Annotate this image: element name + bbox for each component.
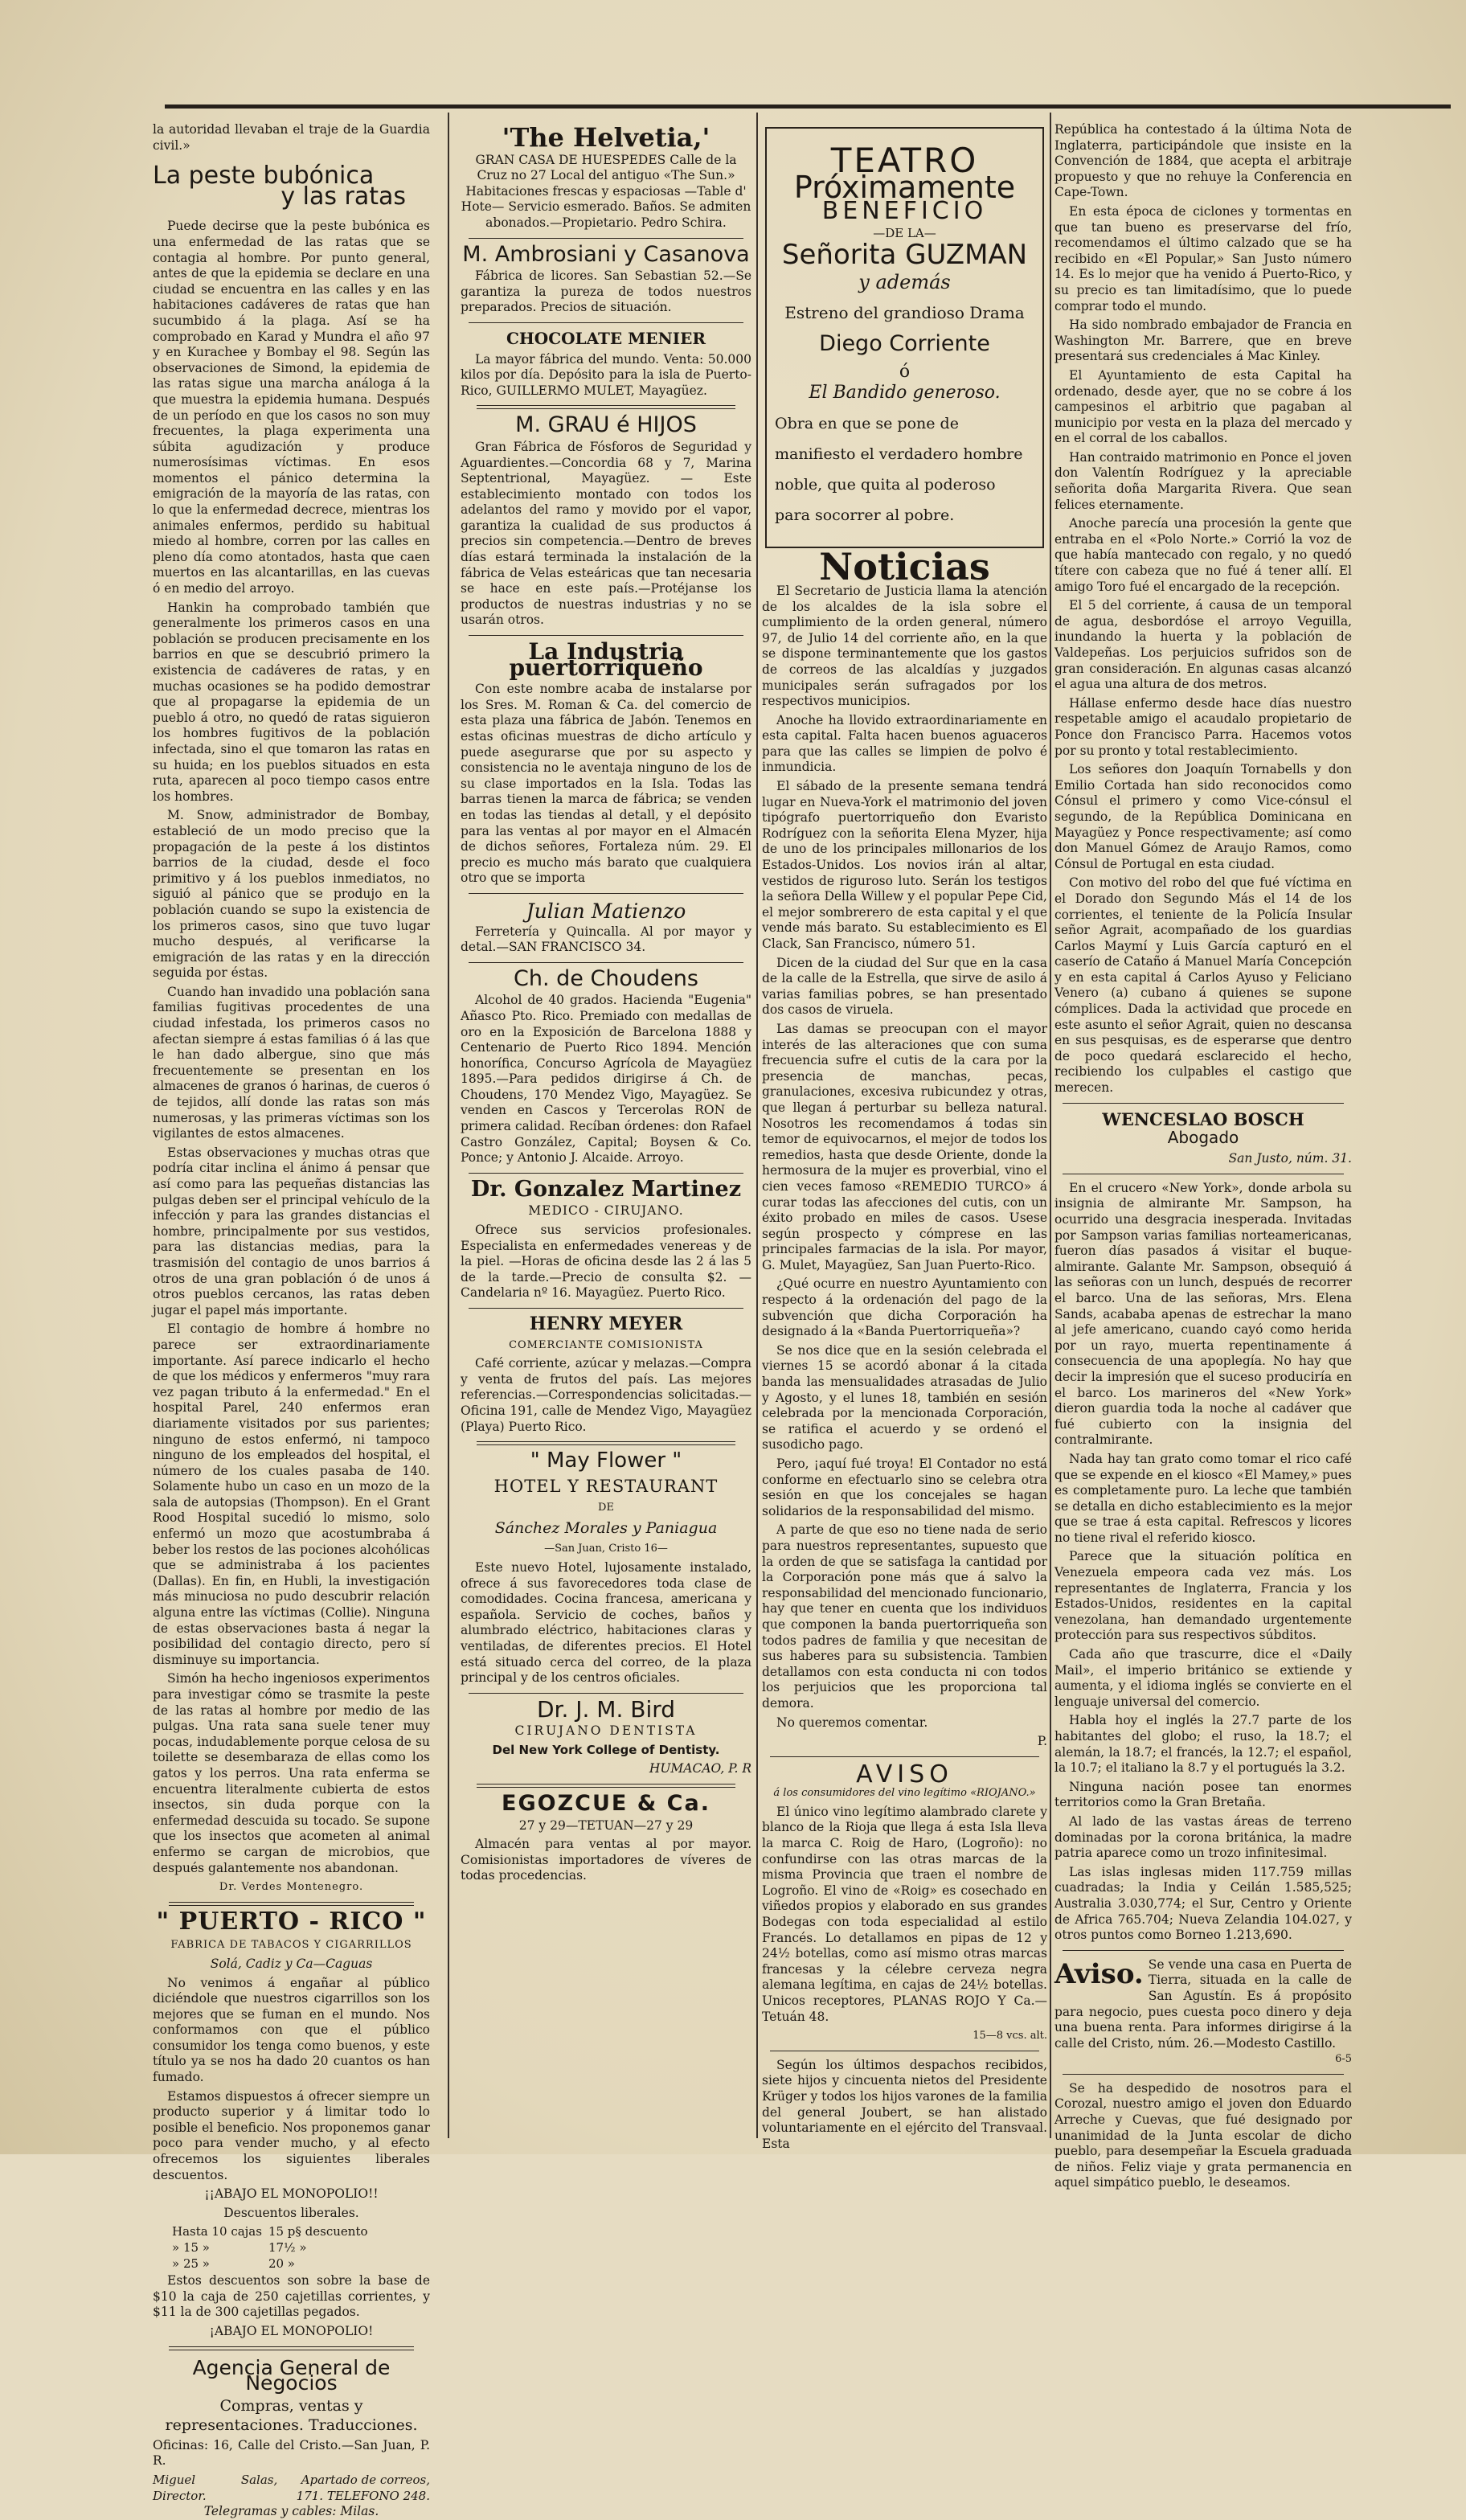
theater-soon: Próximamente [793, 169, 1016, 205]
ad-address: Oficinas: 16, Calle del Cristo.—San Juan, P. R. [153, 2437, 430, 2469]
column-1 [153, 122, 430, 2519]
news-signature: P. [1037, 1734, 1047, 1749]
separator [477, 405, 735, 409]
ad-subtitle: COMERCIANTE COMISIONISTA [509, 1338, 703, 1351]
top-rule [165, 104, 1451, 109]
article-paragraph: Hankin ha comprobado también que generalmente los primeros casos en una población se producen precisamente en los barrios en que se descubrió primero la existencia de cadáveres de ratas, y en muchas ocasiones se ha podido demostrar que al propagarse la epidemia de un pueblo á otro, no quedó de ratas siguieron los hombres fugitivos de la población infectada, sino el que tomaron las ratas en su huida; en los pueblos situados en esta ruta, aparecen al poco tiempo casos entre los hombres. [153, 600, 430, 804]
ad-label: Descuentos liberales. [223, 2205, 359, 2220]
theater-ad [765, 127, 1044, 548]
theater-dela: —DE LA— [873, 225, 936, 240]
ad-body: Ofrece sus servicios profesionales. Especialista en enfermedades venereas y de la piel. —Horas de oficina desde las 2 á las 5 de la tarde.—Precio de consulta $2. — Candelaria nº 16. Mayagüez. Puerto Rico. [461, 1223, 751, 1301]
discount-pct: 20 » [268, 2256, 295, 2271]
ad-subtitle: Compras, ventas y representaciones. Traducciones. [165, 2396, 418, 2434]
news-item: El sábado de la presente semana tendrá lugar en Nueva-York el matrimonio del joven tipógrafo puertorriqueño don Evaristo Rodríguez con la señorita Elena Myzer, hija de uno de los principales millonarios de los Estados-Unidos. Los novios irán al altar, vestidos de riguroso luto. Serán los testigos la señora Della Willew y el popular Pepe Cid, el mejor sombrerero de esta capital y el que vende más barato. Su establecimiento es El Clack, San Francisco, número 51. [762, 779, 1047, 951]
ad-body: Café corriente, azúcar y melazas.—Compra y venta de frutos del país. Las mejores referencias.—Correspondencias solicitadas.—Oficina 191, calle de Mendez Vigo, Mayagüez (Playa) Puerto Rico. [461, 1356, 751, 1434]
news-item: Han contraido matrimonio en Ponce el joven don Valentín Rodríguez y la apreciable señorita doña Margarita Rivera. Que sean felices eternamente. [1054, 449, 1352, 512]
article-title: La peste bubónica [153, 162, 375, 191]
separator [477, 1441, 735, 1445]
ad-address: HUMACAO, P. R [649, 1761, 751, 1776]
news-item: Hállase enfermo desde hace días nuestro respetable amigo el acaudalo propietario de Ponce don Francisco Parra. Hacemos votos por su pronto y total restablecimiento. [1054, 695, 1352, 758]
notice-title: Aviso. [1054, 1957, 1144, 1990]
separator [770, 1756, 1039, 1757]
ad-subtitle: MEDICO - CIRUJANO. [528, 1203, 684, 1219]
notice-body: Se vende una casa en Puerta de Tierra, situada en la calle de San Agustín. Es á propósito para negocio, pues cuesta poco dinero y deja una buena renta. Para informes dirigirse á la calle del Cristo, núm. 26.—Modesto Castillo. [1054, 1957, 1352, 2051]
article-signature: Dr. Verdes Montenegro. [219, 1881, 364, 1894]
ad-title: " May Flower " [530, 1448, 682, 1473]
news-item: No queremos comentar. [776, 1715, 928, 1730]
article-paragraph: Simón ha hecho ingeniosos experimentos para investigar cómo se trasmite la peste de las ratas al hombre por medio de las pulgas. Una rata sana suele tener muy pocas, indudablemente porque celosa de su toilette se desembaraza de ellas como los gatos y los perros. Una rata enferma se encuentra literalmente cubierta de estos insectos, sin duda porque con la enfermedad descuida su tocado. Se supone que los insectos que acometen al animal enfermo se cargan de microbios, que después galantemente nos abandonan. [153, 1671, 430, 1875]
ad-address: 27 y 29—TETUAN—27 y 29 [518, 1817, 694, 1833]
news-item: El Secretario de Justicia llama la atención de los alcaldes de la isla sobre el cumplimiento de la orden general, número 97, de Julio 14 del corriente año, en la que se dispone terminantemente que los gastos de correos de las alcaldías y juzgados municipales serán sufragados por los respectivos municipios. [762, 583, 1047, 709]
ad-title: " PUERTO - RICO " [156, 1907, 427, 1936]
separator [169, 1902, 414, 1906]
ad-title: Ch. de Choudens [514, 965, 698, 991]
separator [469, 322, 743, 323]
ad-title: M. GRAU é HIJOS [515, 412, 697, 438]
news-item: Se nos dice que en la sesión celebrada el viernes 15 se acordó abonar á la citada banda las mensualidades atrasadas de Julio y Agosto, y el lunes 18, también en sesión celebrada por la mencionada Corporación, se ratifica el acuerdo y se ordenó el susodicho pago. [762, 1342, 1047, 1453]
theater-benefit: BENEFICIO [821, 197, 988, 226]
discount-row [169, 2240, 371, 2256]
ad-body: Fábrica de licores. San Sebastian 52.—Se garantiza la pureza de todos nuestros preparados. Precios de situación. [461, 268, 751, 315]
ad-title: M. Ambrosiani y Casanova [462, 241, 750, 267]
column-divider [1050, 113, 1051, 2138]
ad-body: GRAN CASA DE HUESPEDES Calle de la Cruz no 27 Local del antiguo «The Sun.» Habitaciones frescas y espaciosas —Table d' Hote— Servicio esmerado. Baños. Se admiten abonados.—Propietario. Pedro Schira. [461, 152, 751, 230]
ad-title: EGOZCUE & Ca. [502, 1791, 710, 1817]
separator [469, 635, 743, 636]
ad-director: Miguel Salas, Director. [153, 2472, 278, 2503]
news-item: Anoche parecía una procesión la gente que entraba en el «Polo Norte.» Corrió la voz de que había mantecado con regalo, y no quedó títere con cabeza que no fué á tener allí. El amigo Toro fué el encargado de la recepción. [1054, 516, 1352, 594]
discount-table [169, 2224, 371, 2272]
column-divider [448, 113, 449, 2138]
discount-pct: 17½ » [268, 2240, 307, 2255]
ad-title: Dr. J. M. Bird [536, 1695, 676, 1723]
news-item: ¿Qué ocurre en nuestro Ayuntamiento con respecto á la ordenación del pago de la subvención que dicha Corporación ha designado á la «Banda Puertorriqueña»? [762, 1276, 1047, 1339]
discount-qty: » 15 » [172, 2240, 210, 2255]
separator [469, 1693, 743, 1694]
separator [1063, 2074, 1344, 2075]
theater-o: ó [899, 362, 911, 383]
news-item: El Ayuntamiento de esta Capital ha ordenado, desde ayer, que no se cobre á los campesinos el arbitrio que pagaban al municipio por vesta en la plaza del mercado y en el corral de los caballos. [1054, 367, 1352, 446]
theater-actress: Señorita GUZMAN [781, 239, 1028, 272]
ad-subtitle: HOTEL Y RESTAURANT [493, 1476, 719, 1496]
ad-subtitle: DE [598, 1501, 614, 1514]
theater-description: Obra en que se pone de manifiesto el verdadero hombre noble, que quita al poderoso para socorrer al pobre. [775, 415, 1023, 525]
news-item: Se ha despedido de nosotros para el Corozal, nuestro amigo el joven don Eduardo Arreche y Cuevas, que fué designado por unanimidad de la Junta escolar de dicho pueblo, para desempeñar la Escuela graduada de niños. Feliz viaje y grata permanencia en aquel simpático pueblo, le deseamos. [1054, 2080, 1352, 2190]
ad-phone: Apartado de correos, 171. TELEFONO 248. [296, 2472, 430, 2503]
theater-subtitle: El Bandido generoso. [809, 382, 1001, 403]
ad-address: —San Juan, Cristo 16— [544, 1543, 668, 1555]
ad-owners: Sánchez Morales y Paniagua [494, 1519, 718, 1538]
separator [469, 962, 743, 963]
separator [169, 2346, 414, 2350]
ad-title: HENRY MEYER [529, 1313, 683, 1334]
section-title: Noticias [819, 545, 990, 589]
article-paragraph: Cuando han invadido una población sana familias fugitivas procedentes de una ciudad infestada, los primeros casos no afectan siempre á estas familias ó á las que le han dado albergue, sino que más frecuentemente se presentan en los almacenes de granos ó harinas, de cueros ó de tejidos, allí donde las ratas son más numerosas, y las primeras víctimas son los vigilantes de estos almacenes. [153, 984, 430, 1141]
ad-title: CHOCOLATE MENIER [506, 328, 706, 348]
column-divider [756, 113, 758, 2138]
separator [469, 1173, 743, 1174]
news-item: Los señores don Joaquín Tornabells y don Emilio Cortada han sido reconocidos como Cónsul el primero y como Vice-cónsul el segundo, de la República Dominicana en Mayagüez y Ponce respectivamente; así como don Manuel Gómez de Araujo Ramos, como Cónsul de Portugal en esta ciudad. [1054, 762, 1352, 871]
ad-subtitle: Abogado [1167, 1128, 1239, 1148]
news-item: El 5 del corriente, á causa de un temporal de agua, desbordóse el arroyo Veguilla, inundando la huerta y la población de Valdepeñas. Los perjuicios sufridos son de gran consideración. En algunas casas alcanzó el agua una altura de dos metros. [1054, 598, 1352, 692]
ad-slogan: ¡¡ABAJO EL MONOPOLIO!! [204, 2186, 379, 2202]
column-3 [762, 122, 1047, 2151]
notice-title: AVISO [856, 1760, 953, 1789]
ad-body: Con este nombre acaba de instalarse por los Sres. M. Roman & Ca. del comercio de esta plaza una fábrica de Jabón. Tenemos en estas oficinas muestras de dicho artículo y puede asegurarse que por su aspecto y consistencia no le aventaja ninguno de los de su clase importados en la Isla. Todas las barras tienen la marca de fábrica; se venden en todas las tiendas al detall, y el depósito para las ventas al por mayor en el Almacén de dichos señores, Fortaleza núm. 29. El precio es mucho más barato que cualquiera otro que se importa [461, 682, 751, 886]
news-item: Ninguna nación posee tan enormes territorios como la Gran Bretaña. [1054, 1779, 1352, 1810]
separator [1063, 1103, 1344, 1104]
news-item: República ha contestado á la última Nota de Inglaterra, participándole que insiste en la Convención de 1884, que acepta el arbitraje propuesto y que no rehuye la Conferencia en Cape-Town. [1054, 122, 1352, 200]
notice-body: El único vino legítimo alambrado clarete y blanco de la Rioja que llega á esta Isla lleva la marca C. Roig de Haro, (Logroño): no confundirse con las otras marcas de la misma Provincia que traen el nombre de Logroño. El vino de «Roig» es cosechado en viñedos propios y elaborado en sus grandes Bodegas con toda especialidad al estilo Francés. Lo detallamos en pipas de 12 y 24½ botellas, como así mismo otras marcas francesas y la célebre cerveza negra alemana legítima, en cajas de 24½ botellas. Unicos receptores, PLANAS ROJO Y Ca.—Tetuán 48. [762, 1804, 1047, 2024]
discount-row [169, 2224, 371, 2240]
lead-text: la autoridad llevaban el traje de la Guardia civil.» [153, 122, 430, 153]
discount-pct: 15 p§ descuento [268, 2224, 368, 2239]
notice-code: 6-5 [1335, 2053, 1352, 2066]
news-item: Según los últimos despachos recibidos, siete hijos y cincuenta nietos del Presidente Krüger y todos los hijos varones de la familia del general Joubert, se han alistado voluntariamente en el ejército del Transvaal. Esta [762, 2057, 1047, 2151]
ad-subtitle: FABRICA DE TABACOS Y CIGARRILLOS [170, 1939, 412, 1952]
theater-title: TEATRO [830, 141, 979, 180]
ad-body: Alcohol de 40 grados. Hacienda "Eugenia" Añasco Pto. Rico. Premiado con medallas de oro en la Exposición de Barcelona 1888 y Centenario de Puerto Rico 1894. Mención honorífica, Concurso Agrícola de Mayagüez 1895.—Para pedidos dirigirse á Ch. de Choudens, 170 Mendez Vigo, Mayagüez. Se venden en Cascos y Tercerolas RON de primera calidad. Recíban órdenes: don Rafael Castro González, Capital; Boysen & Co. Ponce; y Antonio J. Alcaide. Arroyo. [461, 993, 751, 1166]
ad-body: Ferretería y Quincalla. Al por mayor y detal.—SAN FRANCISCO 34. [461, 924, 751, 955]
ad-title: Julian Matienzo [526, 899, 686, 923]
ad-title: Agencia General de Negocios [192, 2355, 391, 2395]
news-item: Al lado de las vastas áreas de terreno dominadas por la corona británica, la madre patria aparece como un trozo infinitesimal. [1054, 1813, 1352, 1861]
column-4 [1054, 122, 1352, 2190]
news-item: Pero, ¡aquí fué troya! El Contador no está conforme en efectuarlo sino se celebra otra sesión en que los concejales se hagan solidarios de la responsabilidad del mismo. [762, 1457, 1047, 1518]
separator [477, 1784, 735, 1788]
news-item: Las islas inglesas miden 117.759 millas cuadradas; la India y Ceilán 1.585,525; Australia 3.030,774; el Sur, Centro y Oriente de Africa 765.704; Nueva Zelandia 104.027, y otros puntos como Borneo 1.213,690. [1054, 1864, 1352, 1943]
news-item: Las damas se preocupan con el mayor interés de las alteraciones que con suma frecuencia sufre el cutis de la cara por la presencia de manchas, pecas, granulaciones, excesiva rubicundez y otras, que llegan á perturbar su belleza natural. Nosotros les recomendamos á todas sin temor de equivocarnos, el mejor de todos los remedios, hasta que desde Oriente, donde la hermosura de la mujer es proverbial, vino el cien veces famoso «REMEDIO TURCO» á curar todas las afecciones del cutis, con un éxito probado en miles de casos. Usese según prospecto y cómprese en las principales farmacias de la isla. Por mayor, G. Mulet, Mayagüez, San Juan Puerto-Rico. [762, 1021, 1047, 1272]
discount-qty: » 25 » [172, 2256, 210, 2271]
discount-qty: Hasta 10 cajas [172, 2224, 262, 2239]
news-item: Ha sido nombrado embajador de Francia en Washington Mr. Barrere, que en breve presentará sus credenciales á Mac Kinley. [1054, 318, 1352, 364]
article-paragraph: Estas observaciones y muchas otras que podría citar inclina el ánimo á pensar que así como para las pequeñas distancias las pulgas deben ser el principal vehículo de la infección y para las grandes distancias el hombre, principalmente por sus vestidos, para las distancias medias, para la trasmisión del contagio de unos barrios á otros de una gran población ó de unos á otros pueblos cercanos, las ratas deben jugar el papel más importante. [153, 1145, 430, 1317]
ad-title: Dr. Gonzalez Martinez [470, 1176, 742, 1202]
separator [469, 238, 743, 239]
theater-ademas: y además [858, 270, 951, 293]
separator [469, 1308, 743, 1309]
ad-title: 'The Helvetia,' [502, 122, 710, 153]
ad-subtitle: Del New York College of Dentisty. [492, 1742, 720, 1757]
news-item: Nada hay tan grato como tomar el rico café que se expende en el kiosco «El Mamey,» pues es completamente puro. La leche que también se detalla en dicho establecimiento es la mejor que se trae á esta capital. Refrescos y licores no tiene rival el referido kiosco. [1054, 1451, 1352, 1545]
news-item: Parece que la situación política en Venezuela empeora cada vez más. Los representantes de Inglaterra, Francia y los Estados-Unidos, residentes en la capital venezolana, han demandado urgentemente protección para sus respectivos súbditos. [1054, 1549, 1352, 1643]
ad-body: La mayor fábrica del mundo. Venta: 50.000 kilos por día. Depósito para la isla de Puerto-Rico, GUILLERMO MULET, Mayagüez. [461, 351, 751, 398]
news-item: Dicen de la ciudad del Sur que en la casa de la calle de la Estrella, que sirve de asilo á varias familias pobres, se han presentado dos casos de viruela. [762, 955, 1047, 1018]
theater-premiere: Estreno del grandioso Drama [784, 302, 1025, 322]
ad-body: Gran Fábrica de Fósforos de Seguridad y Aguardientes.—Concordia 68 y 7, Marina Septentrional, Mayagüez. — Este establecimiento montado con todos los adelantos del ramo y movido por el vapor, garantiza la cualidad de sus productos á precios sin competencia.—Dentro de breves días estará terminada la instalación de la fábrica de Velas esteáricas que tan necesaria se hace en este país.—Protéjanse los productos de nuestras industrias y no se usarán otros. [461, 439, 751, 628]
ad-body: Este nuevo Hotel, lujosamente instalado, ofrece á sus favorecedores toda clase de comodidades. Cocina francesa, americana y española. Servicio de coches, baños y alumbrado eléctrico, habitaciones claras y ventiladas, de diferentes precios. El Hotel está situado cerca del correo, de la plaza principal y de los centros oficiales. [461, 1559, 751, 1686]
notice-code: 15—8 vcs. alt. [973, 2030, 1047, 2043]
ad-body: Almacén para ventas al por mayor. Comisionistas importadores de víveres de todas procedencias. [461, 1837, 751, 1883]
notice-subtitle: á los consumidores del vino legítimo «RIOJANO.» [773, 1787, 1036, 1800]
separator [1063, 1950, 1344, 1951]
news-item: Habla hoy el inglés la 27.7 parte de los habitantes del globo; el ruso, la 18.7; el alemán, la 18.7; el francés, la 12.7; el español, la 10.7; el italiano la 8.7 y el portugués la 3.2. [1054, 1713, 1352, 1776]
article-title: y las ratas [281, 182, 406, 211]
ad-subtitle: CIRUJANO DENTISTA [514, 1723, 698, 1739]
news-item: Anoche ha llovido extraordinariamente en esta capital. Falta hacen buenos aguaceros para que las calles se limpien de polvo é inmundicia. [762, 712, 1047, 775]
discount-row [169, 2256, 371, 2272]
ad-address: San Justo, núm. 31. [1228, 1151, 1352, 1166]
separator [469, 893, 743, 894]
ad-body: Estamos dispuestos á ofrecer siempre un producto superior y á limitar todo lo posible el beneficio. Nos proponemos ganar poco para vender mucho, y al efecto ofrecemos los siguientes liberales descuentos. [153, 2088, 430, 2182]
column-2 [461, 122, 751, 2136]
news-item: A parte de que eso no tiene nada de serio para nuestros representantes, supuesto que la orden de que se satisfaga la cantidad por la Corporación pone más que á salvo la responsabilidad del mencionado funcionario, hay que tener en cuenta que los individuos que componen la banda puertorriqueña son todos padres de familia y que necesitan de sus haberes para su subsistencia. Tambien detallamos con esta conducta ni con todos los perjuicios que les proporciona tal demora. [762, 1522, 1047, 1711]
ad-body: Estos descuentos son sobre la base de $10 la caja de 250 cajetillas corrientes, y $11 la de 300 cajetillas pegados. [153, 2273, 430, 2320]
news-item: En el crucero «New York», donde arbola su insignia de almirante Mr. Sampson, ha ocurrido una desgracia inesperada. Invitadas por Sampson varias familias norteamericanas, fueron días pasados á visitar el buque-almirante. Galante Mr. Sampson, obsequió á las señoras con un lunch, después de recorrer el barco. Una de las señoras, Mrs. Elena Sands, acababa apenas de estrechar la mano al jefe americano, cuando cayó como herida por un rayo, muerta repentinamente á consecuencia de una apoplegía. No hay que decir la impresión que el suceso produciría en el barco. Los marineros del «New York» dieron guardia toda la noche al cadáver que fué cubierto con la insignia del contralmirante. [1054, 1180, 1352, 1448]
ad-cables: Telegramas y cables: Milas. [203, 2504, 379, 2519]
article-paragraph: Puede decirse que la peste bubónica es una enfermedad de las ratas que se contagia al hombre. Por punto general, antes de que la epidemia se declare en una ciudad se encuentra en las calles y en las habitaciones cadáveres de ratas que han sucumbido á la plaga. Así se ha comprobado en Karad y Mundra el año 97 y en Kurachee y Bombay el 98. Según las observaciones de Simond, la epidemia de las ratas sigue una marcha análoga á la que muestra la epidemia humana. Después de un período en que los casos no son muy frecuentes, la plaga experimenta una súbita agudización y produce numerosísimas víctimas. En esos momentos el pánico determina la emigración de la mayoría de las ratas, con lo que la enfermedad decrece, mientras los animales enfermos, perdido su habitual miedo al hombre, corren por las calles en pleno día como atontados, hasta que caen muertos en las alcantarillas, en las cuevas ó en medio del arroyo. [153, 219, 430, 596]
theater-drama: Diego Corriente [819, 330, 990, 356]
ad-title: La Industria puertorriqueño [509, 638, 703, 681]
article-paragraph: M. Snow, administrador de Bombay, estableció de un modo preciso que la propagación de la peste á los distintos barrios de la ciudad, desde el foco primitivo y á los pueblos inmediatos, no siguió al pánico que se produjo en la población cuando se supo la existencia de los primeros casos, sino que tuvo lugar mucho después, al verificarse la emigración de las ratas y en la dirección seguida por éstas. [153, 808, 430, 981]
ad-slogan: ¡ABAJO EL MONOPOLIO! [209, 2323, 374, 2338]
ad-subtitle: Solá, Cadiz y Ca—Caguas [210, 1956, 373, 1971]
ad-title: WENCESLAO BOSCH [1102, 1108, 1304, 1129]
news-item: En esta época de ciclones y tormentas en que tan bueno es preservarse del frío, recomendamos el último calzado que se ha recibido en «El Popular,» San Justo número 14. Es lo mejor que ha venido á Puerto-Rico, y su precio es tan limitadísimo, que lo puede comprar todo el mundo. [1054, 203, 1352, 313]
ad-body: No venimos á engañar al público diciéndole que nuestros cigarrillos son los mejores que se fuman en el mundo. Nos conformamos con que el público consumidor los tenga como buenos, y este título ya se nos ha dado 20 cuantos os han fumado. [153, 1975, 430, 2085]
sale-notice [1054, 1957, 1352, 2067]
ad-contact-row [153, 2473, 430, 2504]
article-paragraph: El contagio de hombre á hombre no parece ser extraordinariamente importante. Así parece indicarlo el hecho de que los médicos y enfermeros "muy rara vez pagan tributo á la enfermedad." En el hospital Parel, 240 enfermos eran diariamente visitados por sus parientes; ninguno de estos enfermó, ni tampoco ninguno de los empleados del hospital, el número de los cuales pasaba de 140. Solamente hubo un caso en un mozo de la sala de autopsias (Thompson). En el Grant Rood Hospital sucedió lo mismo, solo enfermó un mozo que acostumbraba á beber los restos de las pociones alcohólicas que se administraba á los pacientes (Dallas). En fin, en Hubli, la investigación más minuciosa no pudo descubrir relación alguna entre las víctimas (Collie). Ninguna de estas observaciones basta á negar la posibilidad del contagio directo, pero sí disminuye su importancia. [153, 1321, 430, 1667]
news-item: Con motivo del robo del que fué víctima en el Dorado don Segundo Más el 14 de los corrientes, el teniente de la Policía Insular señor Agrait, acompañado de los guardias Carlos Maymí y Luis García capturó en el caserío de Cataño á Manuel María Concepción y en esta capital á Carlos Ayuso y Feliciano Venero (a) cubano á quienes se supone cómplices. Dada la actividad que procede en este asunto el señor Agrait, quien no descansa en sus pesquisas, es de esperarse que dentro de poco quedará esclarecido el hecho, recibiendo los culpables el castigo que merecen. [1054, 875, 1352, 1096]
news-item: Cada año que trascurre, dice el «Daily Mail», el imperio británico se extiende y aumenta, y el idioma inglés se convierte en el lenguaje universal del comercio. [1054, 1647, 1352, 1709]
